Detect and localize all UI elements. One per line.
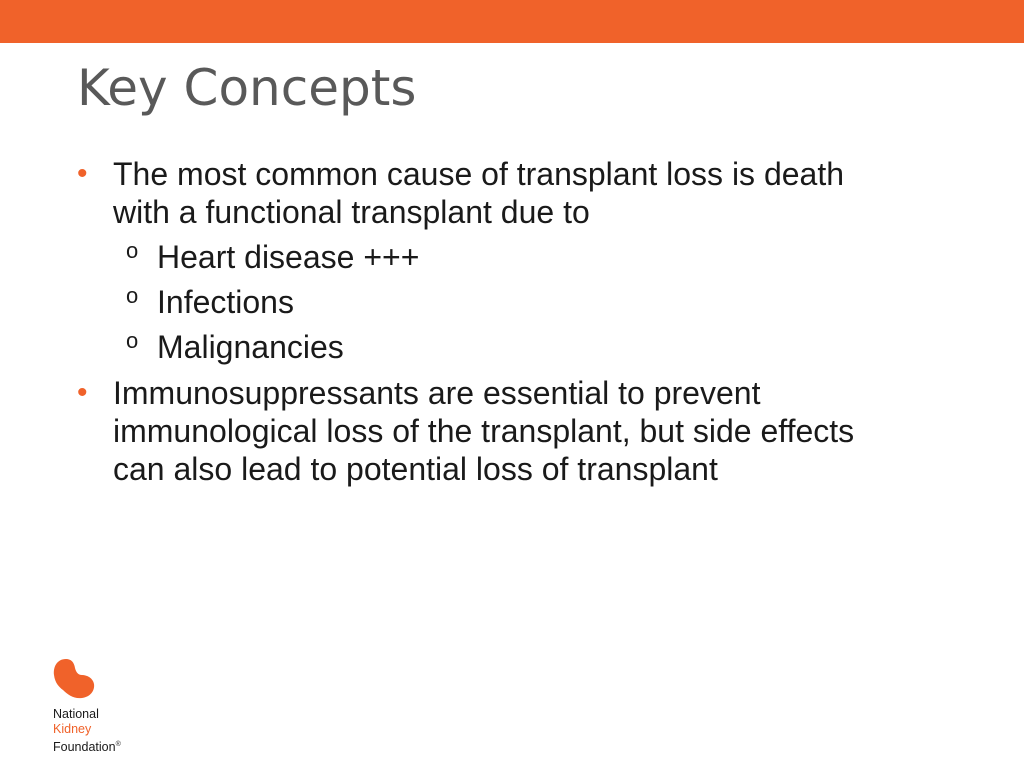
kidney-icon [53, 657, 97, 701]
bullet-line: Immunosuppressants are essential to prevent [113, 375, 761, 411]
bullet-line: with a functional transplant due to [113, 194, 590, 230]
sub-bullet-marker: o [126, 238, 139, 263]
sub-item-2 [126, 282, 857, 322]
bullet-line: immunological loss of the transplant, but side effects [113, 413, 855, 449]
bullet-item-1 [77, 155, 953, 231]
sub-item-text: Malignancies [157, 329, 344, 365]
registered-mark: ® [115, 741, 121, 748]
sub-bullet-marker: o [126, 328, 139, 353]
logo-text-foundation-word: Foundation [53, 740, 116, 755]
sub-item-1 [126, 237, 857, 277]
bullet-line: can also lead to potential loss of transplant [113, 451, 718, 487]
logo-text-kidney: Kidney [53, 722, 92, 736]
sub-bullet-marker: o [126, 283, 139, 308]
slide-title: Key Concepts [77, 59, 417, 117]
sub-item-text: Infections [157, 284, 294, 320]
logo-wordmark [53, 707, 121, 755]
bullet-marker: • [77, 376, 88, 409]
bullet-marker: • [77, 157, 88, 190]
bullet-line: The most common cause of transplant loss is death [113, 156, 845, 192]
sub-item-3 [126, 327, 857, 367]
logo-text-foundation [53, 737, 121, 755]
logo-text-national: National [53, 707, 99, 721]
bullet-item-2 [77, 374, 953, 488]
nkf-logo [53, 657, 143, 757]
sub-item-text: Heart disease +++ [157, 239, 420, 275]
